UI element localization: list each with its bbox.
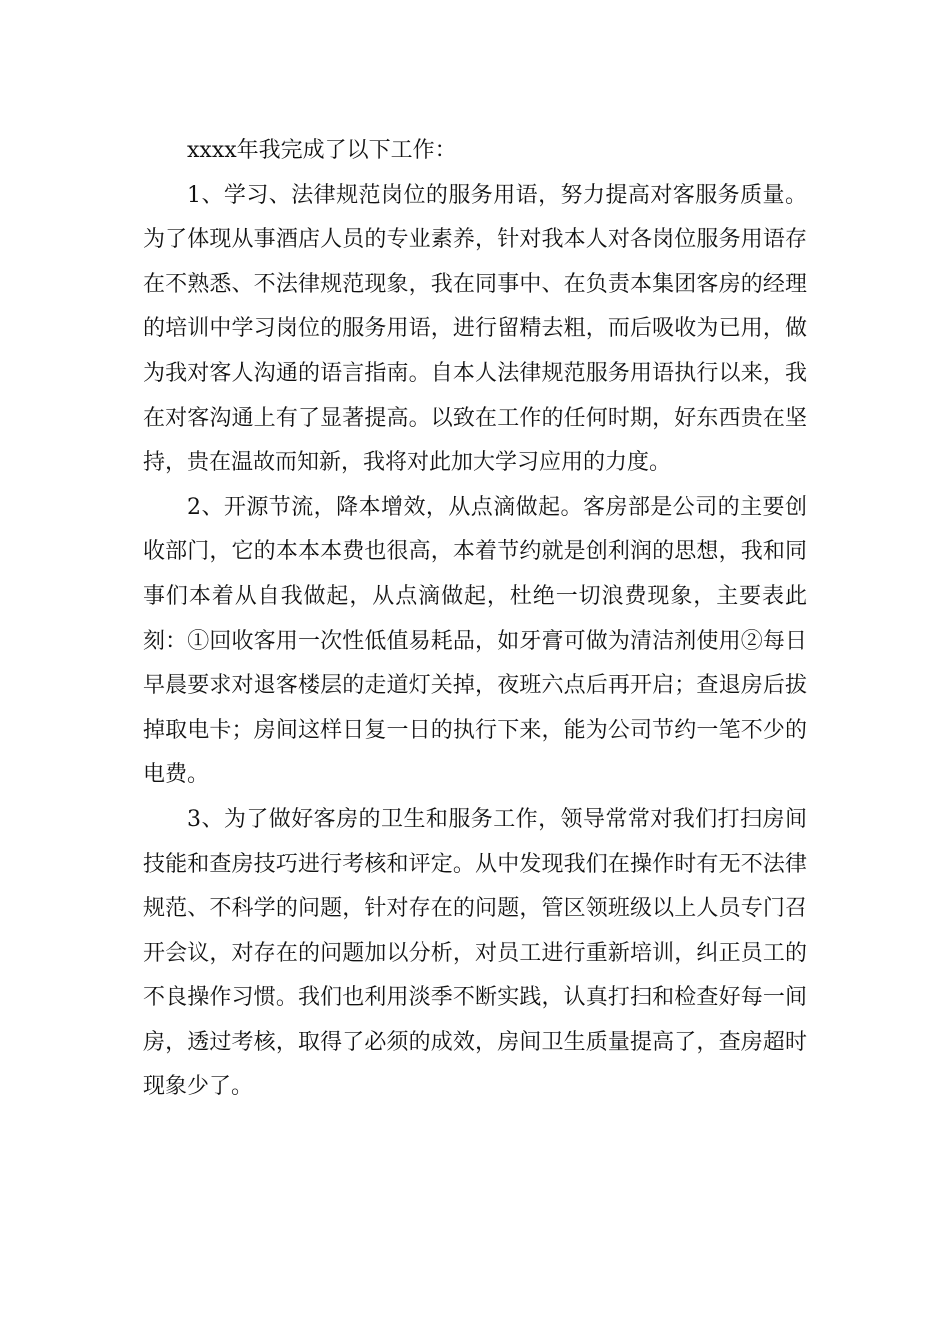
paragraph-3: 3、为了做好客房的卫生和服务工作，领导常常对我们打扫房间技能和查房技巧进行考核和评定。从中发现我们在操作时有无不法律规范、不科学的问题，针对存在的问题，管区领班级以上人员专门召开会议，对存在的问题加以分析，对员工进行重新培训，纠正员工的不良操作习惯。我们也利用淡季不断实践，认真打扫和检查好每一间房，透过考核，取得了必须的成效，房间卫生质量提高了，查房超时现象少了。: [143, 806, 807, 1100]
document-body: [143, 129, 807, 1110]
paragraph-2: 2、开源节流，降本增效，从点滴做起。客房部是公司的主要创收部门，它的本本本费也很高，本着节约就是创利润的思想，我和同事们本着从自我做起，从点滴做起，杜绝一切浪费现象，主要表此刻：①回收客用一次性低值易耗品，如牙膏可做为清洁剂使用②每日早晨要求对退客楼层的走道灯关掉，夜班六点后再开启；查退房后拔掉取电卡；房间这样日复一日的执行下来，能为公司节约一笔不少的电费。: [143, 494, 807, 788]
paragraph-1: 1、学习、法律规范岗位的服务用语，努力提高对客服务质量。为了体现从事酒店人员的专业素养，针对我本人对各岗位服务用语存在不熟悉、不法律规范现象，我在同事中、在负责本集团客房的经理的培训中学习岗位的服务用语，进行留精去粗，而后吸收为已用，做为我对客人沟通的语言指南。自本人法律规范服务用语执行以来，我在对客沟通上有了显著提高。以致在工作的任何时期，好东西贵在坚持，贵在温故而知新，我将对此加大学习应用的力度。: [143, 182, 807, 476]
intro-paragraph: xxxx年我完成了以下工作：: [187, 138, 457, 163]
